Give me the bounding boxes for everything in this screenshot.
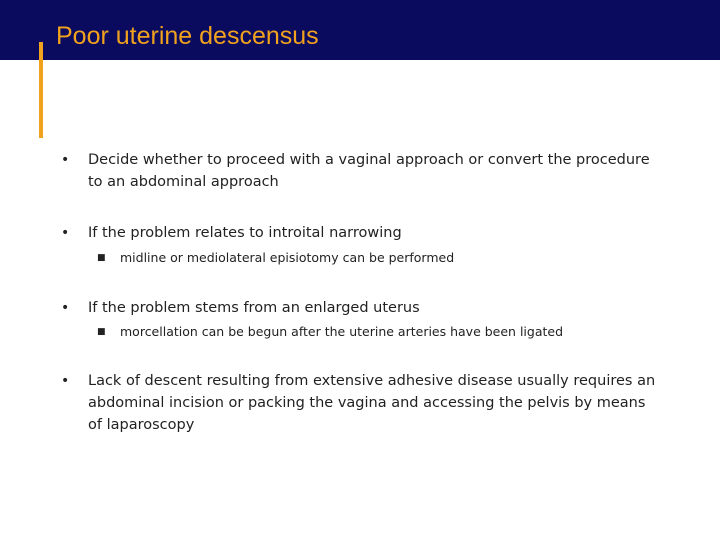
bullet-marker: • <box>61 373 70 389</box>
bullet-item <box>61 149 658 193</box>
sub-bullet-item <box>97 249 680 267</box>
bullet-text: If the problem stems from an enlarged uterus <box>88 300 420 316</box>
bullet-marker: • <box>61 300 70 316</box>
bullet-marker: • <box>61 152 70 168</box>
sub-bullet-marker: ■ <box>97 253 106 263</box>
bullet-item <box>61 370 658 436</box>
sub-bullet-text: morcellation can be begun after the uterine arteries have been ligated <box>120 324 564 339</box>
bullet-marker: • <box>61 225 70 241</box>
bullet-text: Decide whether to proceed with a vaginal approach or convert the procedure to an abdominal approach <box>88 152 650 190</box>
sub-bullet-item <box>97 323 680 341</box>
sub-bullet-marker: ■ <box>97 327 106 337</box>
bullet-text: If the problem relates to introital narrowing <box>88 225 402 241</box>
bullet-text: Lack of descent resulting from extensive adhesive disease usually requires an abdominal incision or packing the vagina and accessing the pelvis by means of laparoscopy <box>88 373 656 433</box>
bullet-item <box>61 222 658 244</box>
sub-bullet-text: midline or mediolateral episiotomy can be performed <box>120 250 455 265</box>
bullet-item <box>61 297 658 319</box>
slide-title: Poor uterine descensus <box>56 22 319 50</box>
